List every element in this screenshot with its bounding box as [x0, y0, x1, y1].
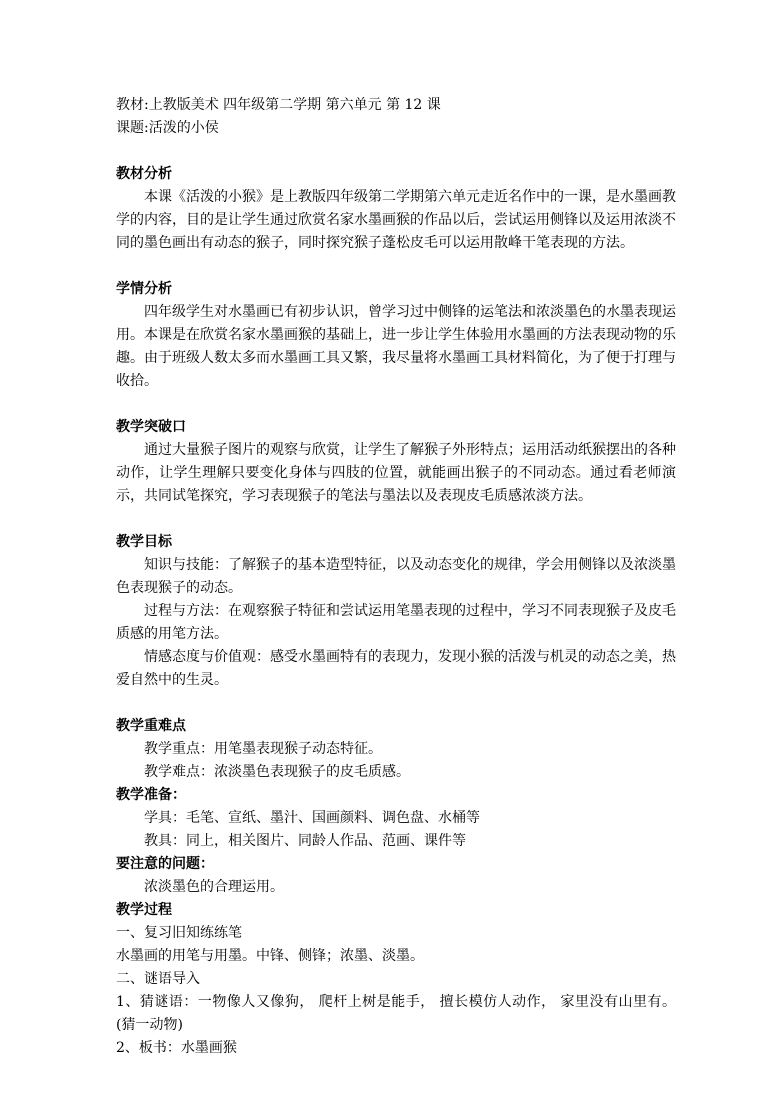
process-step-riddle: 二、谜语导入: [116, 971, 200, 987]
spacer: [116, 692, 676, 715]
goal-knowledge: 知识与技能：了解猴子的基本造型特征，以及动态变化的规律，学会用侧锋以及浓淡墨色表现猴子的动态。: [116, 557, 676, 596]
process-review-detail: 水墨画的用笔与用墨。中锋、侧锋；浓墨、淡墨。: [116, 948, 424, 964]
key-point-focus: 教学重点：用笔墨表现猴子动态特征。: [144, 741, 382, 757]
key-point-difficulty: 教学难点：浓淡墨色表现猴子的皮毛质感。: [144, 764, 410, 780]
section-title-analysis: 教材分析: [116, 166, 172, 182]
lesson-topic: 课题:活泼的小侯: [116, 120, 219, 136]
section-title-students: 学情分析: [116, 281, 172, 297]
spacer: [116, 255, 676, 278]
section-title-preparation: 教学准备：: [116, 787, 186, 803]
section-body-breakthrough: 通过大量猴子图片的观察与欣赏，让学生了解猴子外形特点；运用活动纸猴摆出的各种动作，让学生理解只要变化身体与四肢的位置，就能画出猴子的不同动态。通过看老师演示，共同试笔探究，学习表现猴子的笔法与墨法以及表现皮毛质感浓淡方法。: [116, 442, 676, 504]
document-page: [116, 94, 676, 1060]
section-title-attention: 要注意的问题：: [116, 856, 214, 872]
section-body-analysis: 本课《活泼的小猴》是上教版四年级第二学期第六单元走近名作中的一课，是水墨画教学的内容，目的是让学生通过欣赏名家水墨画猴的作品以后，尝试运用侧锋以及运用浓淡不同的墨色画出有动态的猴子，同时探究猴子蓬松皮毛可以运用散峰干笔表现的方法。: [116, 189, 676, 251]
section-title-goals: 教学目标: [116, 534, 172, 550]
process-step-review: 一、复习旧知练练笔: [116, 925, 242, 941]
section-title-key-points: 教学重难点: [116, 718, 186, 734]
spacer: [116, 140, 676, 163]
section-body-students: 四年级学生对水墨画已有初步认识，曾学习过中侧锋的运笔法和浓淡墨色的水墨表现运用。本课是在欣赏名家水墨画猴的基础上，进一步让学生体验用水墨画的方法表现动物的乐趣。由于班级人数太多而水墨画工具又繁，我尽量将水墨画工具材料简化，为了便于打理与收拾。: [116, 304, 676, 389]
process-riddle-text: 1、猜谜语：一物像人又像狗， 爬杆上树是能手， 擅长模仿人动作， 家里没有山里有。 (猜一动物): [116, 994, 676, 1033]
attention-item: 浓淡墨色的合理运用。: [144, 879, 284, 895]
process-board-title: 2、板书：水墨画猴: [116, 1040, 237, 1056]
spacer: [116, 508, 676, 531]
goal-emotion: 情感态度与价值观：感受水墨画特有的表现力，发现小猴的活泼与机灵的动态之美，热爱自然中的生灵。: [116, 649, 676, 688]
preparation-student-tools: 学具：毛笔、宣纸、墨汁、国画颜料、调色盘、水桶等: [144, 810, 480, 826]
section-title-process: 教学过程: [116, 902, 172, 918]
goal-process: 过程与方法：在观察猴子特征和尝试运用笔墨表现的过程中，学习不同表现猴子及皮毛质感的用笔方法。: [116, 603, 676, 642]
preparation-teacher-tools: 教具：同上，相关图片、同龄人作品、范画、课件等: [144, 833, 466, 849]
section-title-breakthrough: 教学突破口: [116, 419, 186, 435]
textbook-info: 教材:上教版美术 四年级第二学期 第六单元 第 12 课: [116, 97, 441, 113]
spacer: [116, 393, 676, 416]
